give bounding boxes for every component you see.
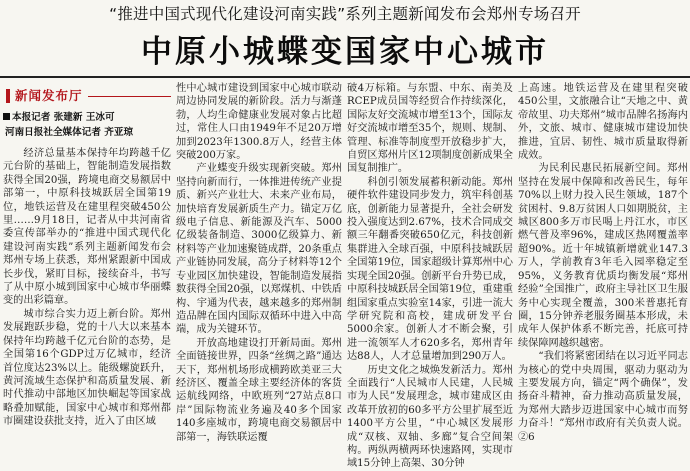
paragraph: 科创引领发展蓄积新动能。郑州硬件软件建设同步发力，筑牢科创基底，创新能力显著提升，全社会研发投入强度达到2.67%，技术合同成交额三年翻番突破650亿元，科技创新集群进入全球百强，中原科技城跃居全国第19位，国家超级计算郑州中心实现全国20强。创新平台升势已成，中原科技城跃居全国第19位，重建重组国家重点实验室14家，引进一流大学研究院和高校，建成研发平台5000余家。创新人才不断会聚，引进一流领军人才620多名，郑州青年达88人，人才总量增加到290万人。 (347, 176, 513, 363)
headline-rule (0, 76, 690, 78)
paragraph: 历史文化之城焕发新活力。郑州全面践行“人民城市人民建，人民城市为人民”发展理念，城市建成区由改革开放初的60多平方公里扩展至近1400平方公里，“中心城区发展形成“双核、双轴、多廊”复合空间架构。两纵两横两环快速路网，实现市域15分钟上高架、30分钟 (347, 364, 513, 470)
byline-media-reporter: 河南日报社全媒体记者 齐亚琼 (5, 127, 134, 138)
paragraph: 性中心城市建设到国家中心城市联动周边协同发展的新阶段。活力与渐蓬勃，人均生命健康业发展对象占比超过，常住人口由1949年不足20万增加到2023年1300.8万人，经营主体突破200万家。 (176, 83, 342, 162)
section-tag-label: 新闻发布厅 (15, 88, 83, 104)
paragraph: “我们将紧密团结在以习近平同志为核心的党中央周围，驱动力驱动为主要发展方向，锚定“两个确保”，发扬奋斗精神，奋力推动高质量发展，为郑州大踏步迈进国家中心城市而努力奋斗！”郑州市政府有关负责人说。②6 (518, 351, 688, 443)
paragraph: 为民利民惠民拓展新空间。郑州坚持在发展中保障和改善民生，每年70%以上财力投入民生领域，187个贫困村、9.8万贫困人口如期脱贫，主城区800多万市民喝上丹江水，市区燃气普及率96%，建成区热网覆盖率超90%。近十年城镇新增就业147.3万人，学前教育3年毛入园率稳定至95%，义务教育优质均衡发展“郑州经验”全国推广，政府主导社区卫生服务中心实现全覆盖，300米普惠托育圈，15分钟养老服务圈基本形成，未成年人保护体系不断完善，托底可持续保障网越织越密。 (518, 163, 688, 349)
article-column-3 (347, 82, 513, 470)
section-tag-bar (6, 89, 10, 103)
article-column-2 (176, 82, 342, 443)
section-tag (6, 87, 171, 105)
paragraph: 破4万标箱。与东盟、中东、南美及RCEP成员国等经贸合作持续深化，国际友好交流城市增至13个，国际友好交流城市增至35个，规则、规制、管理、标准等制度型开放稳步扩大，自贸区郑州片区12项制度创新成果全国复制推广。 (347, 83, 513, 175)
paragraph: 产业蝶变升级实现新突破。郑州坚持向新而行，一体推进传统产业提质、新兴产业壮大、未来产业布局，加快培育发展新质生产力。锚定万亿级电子信息、新能源及汽车、5000亿级装备制造、3000亿级算力、新材料等产业加速聚链成群，20条重点产业链协同发展，高分子材料等12个专业园区加快建设，智能制造发展指数获得全国20强，以郑煤机、中铁盾构、宇通为代表，越来越多的郑州制造品牌在国内国际双循环中进入中高端，成为关键环节。 (176, 163, 342, 336)
byline-reporters (3, 111, 171, 124)
headline: 中原小城蝶变国家中心城市 (141, 34, 549, 70)
article-column-4 (518, 82, 688, 443)
paragraph: 上高速。地铁运营及在建里程突破450公里，文旅融合让“天地之中、黄帝故里、功夫郑州”城市品牌名扬海内外，文旅、城市、健康城市建设加快推进，宜居、韧性、城市质量取得新成效。 (518, 83, 688, 162)
paragraph: 经济总量基本保持年均跨越千亿元台阶的基础上，智能制造发展指数获得全国20强，跨境电商交易额居中部第一，中原科技城跃居全国第19位，地铁运营及在建里程突破450公里……9月18日，记者从中共河南省委宣传部举办的“推进中国式现代化建设河南实践”系列主题新闻发布会郑州专场上获悉，郑州紧跟新中国成长步伐，紧盯目标，接续奋斗，书写了从中原小城到国家中心城市华丽蝶变的出彩篇章。 (3, 148, 171, 307)
paragraph: 城市综合实力迈上新台阶。郑州发展跑跃步稳，党的十八大以来基本保持年均跨越千亿元台阶的态势，是全国第16个GDP过万亿城市，经济首位度达23%以上。能级螺旋跃升，黄河流域生态保护和高质量发展、新时代推动中部地区加快崛起等国家战略叠加赋能，国家中心城市和郑州都市圈建设获批支持，近入了由区域 (3, 308, 171, 428)
headline-subtitle: “推进中国式现代化建设河南实践”系列主题新闻发布会郑州专场召开 (109, 5, 581, 23)
byline-reporters-text: 本报记者 张建新 王冰可 (12, 112, 115, 123)
byline-square-icon (3, 113, 10, 120)
paragraph: 开放高地建设打开新局面。郑州全面链接世界，四条“丝绸之路”通达天下，郑州机场形成横跨欧美亚三大经济区、覆盖全球主要经济体的客货运航线网络，中欧班列“27站点8口岸”国际物流业务遍及40多个国家140多座城市，跨境电商交易额居中部第一，海铁联运覆 (176, 337, 342, 443)
article-column-1 (3, 82, 171, 428)
section-tag-line (88, 96, 171, 97)
